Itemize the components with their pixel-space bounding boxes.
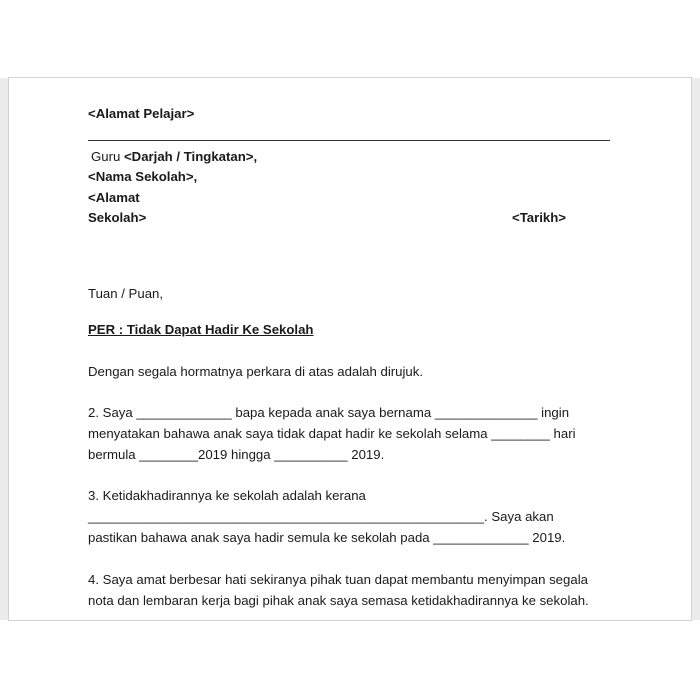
school-address-line1: <Alamat bbox=[88, 190, 140, 205]
paragraph-3-line-3: pastikan bahawa anak saya hadir semula ke sekolah pada _____________ 2019. bbox=[88, 530, 566, 545]
salutation: Tuan / Puan, bbox=[88, 286, 164, 301]
paragraph-4-line-2: nota dan lembaran kerja bagi pihak anak saya semasa ketidakhadirannya ke sekolah. bbox=[88, 593, 589, 608]
school-address-line2: Sekolah> bbox=[88, 210, 147, 225]
paragraph-2-line-3: bermula ________2019 hingga __________ 2019. bbox=[88, 447, 385, 462]
teacher-class-placeholder: <Darjah / Tingkatan>, bbox=[123, 149, 258, 164]
paragraph-2-line-2: menyatakan bahawa anak saya tidak dapat hadir ke sekolah selama ________ hari bbox=[88, 426, 576, 441]
paragraph-4-line-1: 4. Saya amat berbesar hati sekiranya pihak tuan dapat membantu menyimpan segala bbox=[88, 572, 588, 587]
school-name-placeholder: <Nama Sekolah>, bbox=[88, 169, 198, 184]
teacher-prefix: Guru bbox=[91, 149, 124, 164]
date-placeholder: <Tarikh> bbox=[512, 210, 566, 225]
paragraph-3-line-2: ______________________________________________________. Saya akan bbox=[88, 509, 554, 524]
intro-paragraph: Dengan segala hormatnya perkara di atas adalah dirujuk. bbox=[88, 364, 424, 379]
paragraph-2-line-1: 2. Saya _____________ bapa kepada anak saya bernama ______________ ingin bbox=[88, 405, 570, 420]
student-address-placeholder: <Alamat Pelajar> bbox=[88, 106, 195, 121]
paragraph-3-line-1: 3. Ketidakhadirannya ke sekolah adalah kerana bbox=[88, 488, 366, 503]
recipient-teacher-line bbox=[91, 149, 257, 165]
letter-subject: PER : Tidak Dapat Hadir Ke Sekolah bbox=[88, 322, 314, 337]
header-divider bbox=[88, 140, 610, 141]
